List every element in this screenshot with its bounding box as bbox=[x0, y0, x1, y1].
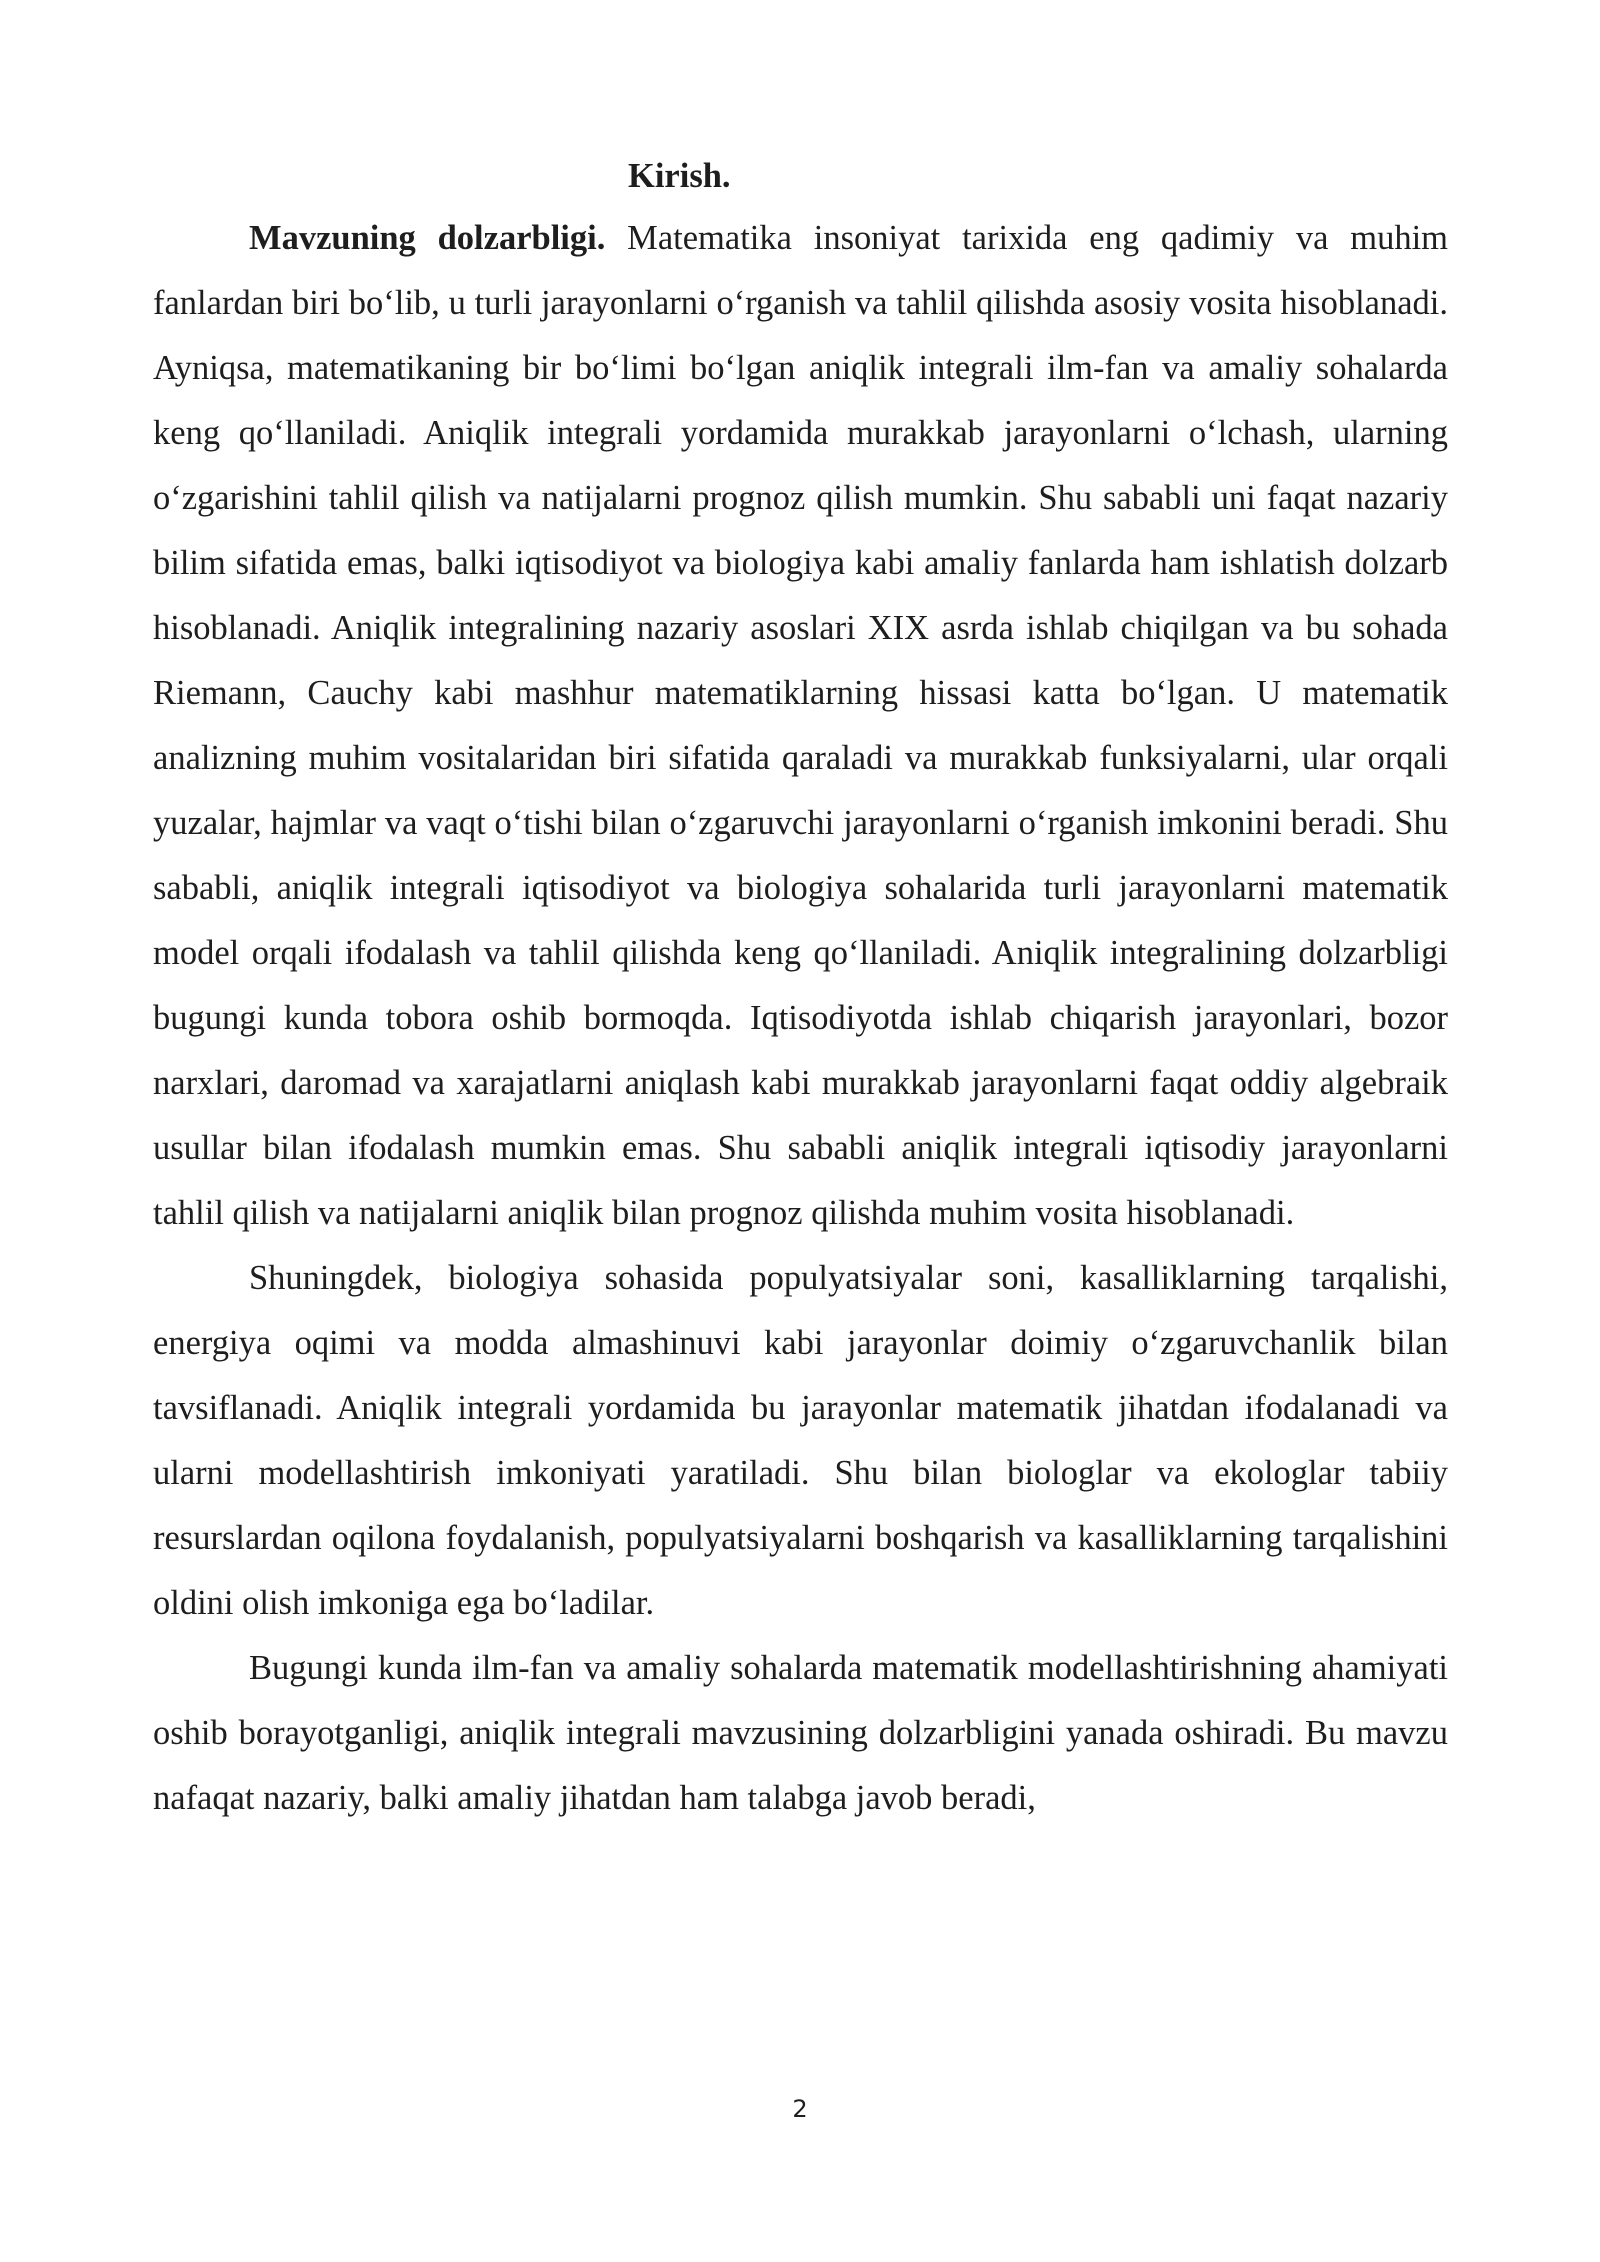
paragraph-text: Shuningdek, biologiya sohasida populyatsiyalar soni, kasalliklarning tarqalishi, energiya oqimi va modda almashinuvi kabi jarayonlar doimiy o‘zgaruvchanlik bilan tavsiflanadi. Aniqlik integrali yordamida bu jarayonlar matematik jihatdan ifodalanadi va ularni modellashtirish imkoniyati yaratiladi. Shu bilan biologlar va ekologlar tabiiy resurslardan oqilona foydalanish, populyatsiyalarni boshqarish va kasalliklarning tarqalishini oldini olish imkoniga ega bo‘ladilar. bbox=[153, 1259, 1448, 1622]
paragraph-text: Matematika insoniyat tarixida eng qadimiy va muhim fanlardan biri bo‘lib, u turli jarayonlarni o‘rganish va tahlil qilishda asosiy vosita hisoblanadi. Ayniqsa, matematikaning bir bo‘limi bo‘lgan aniqlik integrali ilm-fan va amaliy sohalarda keng qo‘llaniladi. Aniqlik integrali yordamida murakkab jarayonlarni o‘lchash, ularning o‘zgarishini tahlil qilish va natijalarni prognoz qilish mumkin. Shu sababli uni faqat nazariy bilim sifatida emas, balki iqtisodiyot va biologiya kabi amaliy fanlarda ham ishlatish dolzarb hisoblanadi. Aniqlik integralining nazariy asoslari XIX asrda ishlab chiqilgan va bu sohada Riemann, Cauchy kabi mashhur matematiklarning hissasi katta bo‘lgan. U matematik analizning muhim vositalaridan biri sifatida qaraladi va murakkab funksiyalarni, ular orqali yuzalar, hajmlar va vaqt o‘tishi bilan o‘zgaruvchi jarayonlarni o‘rganish imkonini beradi. Shu sababli, aniqlik integrali iqtisodiyot va biologiya sohalarida turli jarayonlarni matematik model orqali ifodalash va tahlil qilishda keng qo‘llaniladi. Aniqlik integralining dolzarbligi bugungi kunda tobora oshib bormoqda. Iqtisodiyotda ishlab chiqarish jarayonlari, bozor narxlari, daromad va xarajatlarni aniqlash kabi murakkab jarayonlarni faqat oddiy algebraik usullar bilan ifodalash mumkin emas. Shu sababli aniqlik integrali iqtisodiy jarayonlarni tahlil qilish va natijalarni aniqlik bilan prognoz qilishda muhim vosita hisoblanadi. bbox=[153, 219, 1448, 1232]
paragraph-modelling bbox=[153, 1636, 1448, 1831]
page-number: 2 bbox=[792, 2095, 808, 2123]
paragraph-lead: Mavzuning dolzarbligi. bbox=[249, 219, 606, 257]
section-heading: Kirish. bbox=[628, 157, 731, 195]
paragraph-relevance bbox=[153, 206, 1448, 1246]
page-body bbox=[153, 146, 1448, 1831]
paragraph-biology bbox=[153, 1246, 1448, 1636]
paragraph-text: Bugungi kunda ilm-fan va amaliy sohalarda matematik modellashtirishning ahamiyati oshib borayotganligi, aniqlik integrali mavzusining dolzarbligini yanada oshiradi. Bu mavzu nafaqat nazariy, balki amaliy jihatdan ham talabga javob beradi, bbox=[153, 1649, 1448, 1817]
